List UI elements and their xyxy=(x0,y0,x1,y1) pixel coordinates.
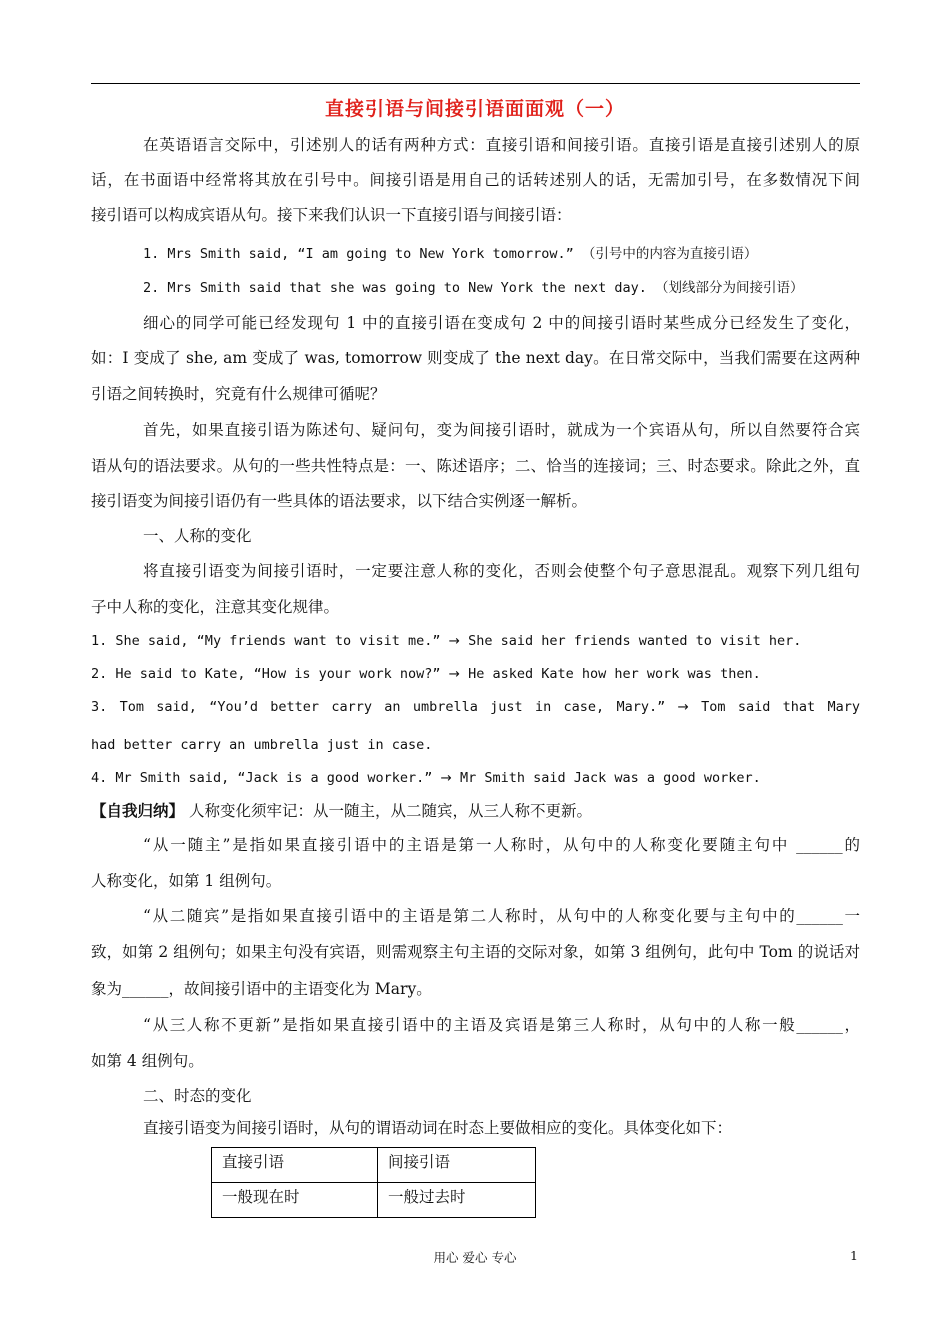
table-cell: 一般现在时 xyxy=(212,1183,378,1218)
section1-text-2: 子中人称的变化，注意其变化规律。 xyxy=(91,598,340,616)
example-2: 2. Mrs Smith said that she was going to New York the next day. （划线部分为间接引语） xyxy=(143,280,804,296)
example-1: 1. Mrs Smith said, “I am going to New York tomorrow.” （引号中的内容为直接引语） xyxy=(143,246,758,262)
rule3-line-1: “从三人称不更新”是指如果直接引语中的主语及宾语是第三人称时，从句中的人称一般______， xyxy=(143,1016,860,1034)
page-title: 直接引语与间接引语面面观（一） xyxy=(324,98,625,120)
section1-heading: 一、人称的变化 xyxy=(143,527,252,545)
observe-line-1: 细心的同学可能已经发现句 1 中的直接引语在变成句 2 中的间接引语时某些成分已经发生了变化， xyxy=(143,314,860,332)
observe-line-2: 如：I 变成了 she, am 变成了 was, tomorrow 则变成了 the next day。在日常交际中，当我们需要在这两种 xyxy=(91,349,860,367)
rule2-line-3: 象为______，故间接引语中的主语变化为 Mary。 xyxy=(91,980,432,998)
summary-label: 【自我归纳】 xyxy=(91,801,185,820)
intro-line-3: 接引语可以构成宾语从句。接下来我们认识一下直接引语与间接引语： xyxy=(91,206,572,224)
table-row xyxy=(212,1183,536,1218)
section2-heading: 二、时态的变化 xyxy=(143,1087,252,1105)
table-header-indirect: 间接引语 xyxy=(378,1148,536,1183)
summary-text: 人称变化须牢记：从一随主，从二随宾，从三人称不更新。 xyxy=(188,802,592,820)
first-line-2: 语从句的语法要求。从句的一些共性特点是：一、陈述语序；二、恰当的连接词；三、时态要求。除此之外，直 xyxy=(91,457,860,475)
person-example-4: 4. Mr Smith said, “Jack is a good worker.” → Mr Smith said Jack was a good worker. xyxy=(91,770,761,786)
first-line-3: 接引语变为间接引语仍有一些具体的语法要求，以下结合实例逐一解析。 xyxy=(91,492,588,510)
intro-line-2: 话，在书面语中经常将其放在引号中。间接引语是用自己的话转述别人的话，无需加引号，在多数情况下间 xyxy=(91,171,860,189)
summary xyxy=(91,800,592,822)
rule2-line-2: 致，如第 2 组例句；如果主句没有宾语，则需观察主句主语的交际对象，如第 3 组例句，此句中 Tom 的说话对 xyxy=(91,943,860,961)
table-header-row xyxy=(212,1148,536,1183)
rule3-line-2: 如第 4 组例句。 xyxy=(91,1052,204,1070)
observe-line-3: 引语之间转换时，究竟有什么规律可循呢？ xyxy=(91,385,386,403)
person-example-1: 1. She said, “My friends want to visit me.” → She said her friends wanted to visit her. xyxy=(91,633,802,649)
first-line-1: 首先，如果直接引语为陈述句、疑问句，变为间接引语时，就成为一个宾语从句，所以自然要符合宾 xyxy=(143,421,860,439)
tense-table xyxy=(211,1147,536,1218)
page-number: 1 xyxy=(850,1248,858,1263)
rule1-line-1: “从一随主”是指如果直接引语中的主语是第一人称时，从句中的人称变化要随主句中 ______的 xyxy=(143,836,860,854)
table-cell: 一般过去时 xyxy=(378,1183,536,1218)
rule2-line-1: “从二随宾”是指如果直接引语中的主语是第二人称时，从句中的人称变化要与主句中的______一 xyxy=(143,907,860,925)
person-example-3-cont: had better carry an umbrella just in case. xyxy=(91,737,433,753)
header-rule xyxy=(91,83,860,84)
section1-text-1: 将直接引语变为间接引语时，一定要注意人称的变化，否则会使整个句子意思混乱。观察下列几组句 xyxy=(143,562,860,580)
page-footer: 用心 爱心 专心 xyxy=(433,1250,517,1265)
person-example-2: 2. He said to Kate, “How is your work now?” → He asked Kate how her work was then. xyxy=(91,666,761,682)
person-example-3: 3. Tom said, “You’d better carry an umbrella just in case, Mary.” → Tom said that Mary xyxy=(91,699,860,715)
intro-line-1: 在英语语言交际中，引述别人的话有两种方式：直接引语和间接引语。直接引语是直接引述别人的原 xyxy=(143,136,860,154)
rule1-line-2: 人称变化，如第 1 组例句。 xyxy=(91,872,282,890)
table-header-direct: 直接引语 xyxy=(212,1148,378,1183)
section2-text: 直接引语变为间接引语时，从句的谓语动词在时态上要做相应的变化。具体变化如下： xyxy=(143,1119,733,1137)
